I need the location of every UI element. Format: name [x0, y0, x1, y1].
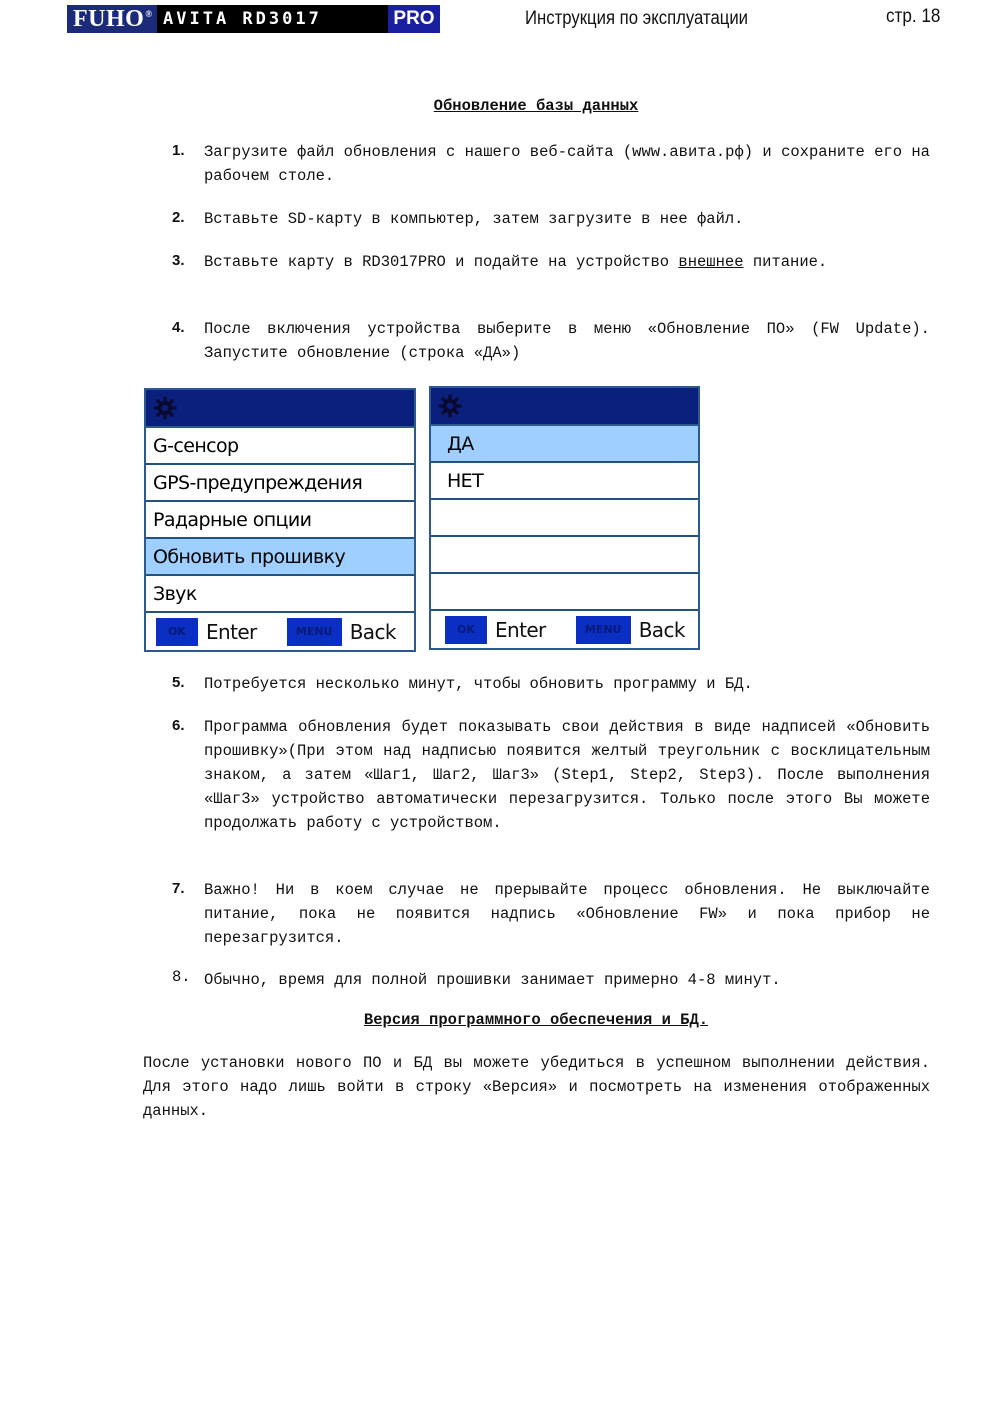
brand-logo — [67, 5, 440, 33]
list-item-5 — [172, 672, 930, 696]
list-text: После включения устройства выберите в меню «Обновление ПО» (FW Update). Запустите обновление (строка «ДА») — [204, 320, 930, 362]
ok-key-button[interactable]: OK — [156, 618, 198, 646]
logo-brand-text: FUHO — [73, 5, 145, 32]
menu-item-radar-options[interactable]: Радарные опции — [146, 502, 414, 539]
list-text: Важно! Ни в коем случае не прерывайте процесс обновления. Не выключайте питание, пока не появится надпись «Обновление FW» и пока прибор не перезагрузится. — [204, 881, 930, 947]
menu-key-button[interactable]: MENU — [287, 618, 342, 646]
menu-item-firmware-update[interactable]: Обновить прошивку — [146, 539, 414, 576]
list-number: 2. — [172, 209, 185, 226]
logo-model: AVITA RD3017 — [157, 5, 388, 33]
menu-item-sound[interactable]: Звук — [146, 576, 414, 613]
page-number: стр. 18 — [886, 6, 941, 27]
list-item-8 — [172, 968, 930, 992]
logo-fuho — [67, 5, 157, 33]
menu-item-gps-warnings[interactable]: GPS-предупреждения — [146, 465, 414, 502]
list-number: 8. — [172, 968, 191, 986]
menu-footer — [146, 613, 414, 650]
gear-icon — [437, 393, 463, 419]
list-item-1 — [172, 140, 930, 188]
list-item-3 — [172, 250, 930, 274]
list-item-2 — [172, 207, 930, 231]
menu-header — [146, 390, 414, 428]
menu-item-yes[interactable]: ДА — [431, 426, 698, 463]
enter-label: Enter — [206, 619, 257, 644]
list-text: Загрузите файл обновления с нашего веб-сайта (www.авита.рф) и сохраните его на рабочем столе. — [204, 143, 930, 185]
gear-icon — [152, 395, 178, 421]
logo-pro: PRO — [388, 5, 440, 33]
menu-item-empty — [431, 574, 698, 611]
registered-mark: ® — [145, 9, 153, 19]
list-number: 7. — [172, 880, 185, 897]
list-text: Обычно, время для полной прошивки занимает примерно 4-8 минут. — [204, 971, 781, 989]
list-item-6 — [172, 715, 930, 835]
section-title-version: Версия программного обеспечения и БД. — [363, 1011, 709, 1029]
list-item-7 — [172, 878, 930, 950]
list-text-part: Вставьте карту в RD3017PRO и подайте на устройство — [204, 253, 679, 271]
list-text: Потребуется несколько минут, чтобы обновить программу и БД. — [204, 675, 753, 693]
device-menu-settings — [144, 388, 416, 652]
list-text: Программа обновления будет показывать свои действия в виде надписей «Обновить прошивку»(При этом над надписью появится желтый треугольник с восклицательным знаком, а затем «Шаг1, Шаг2, Шаг3» (Step1, Step2, Step3). После выполнения «Шаг3» устройство автоматически перезагрузится. Только после этого Вы можете продолжать работу с устройством. — [204, 718, 930, 832]
menu-item-no[interactable]: НЕТ — [431, 463, 698, 500]
menu-key-button[interactable]: MENU — [576, 616, 631, 644]
menu-header — [431, 388, 698, 426]
list-number: 3. — [172, 252, 185, 269]
list-number: 4. — [172, 319, 185, 336]
version-paragraph: После установки нового ПО и БД вы можете убедиться в успешном выполнении действия. Для этого надо лишь войти в строку «Версия» и посмотреть на изменения отображенных данных. — [143, 1054, 930, 1120]
menu-item-empty — [431, 500, 698, 537]
ok-key-button[interactable]: OK — [445, 616, 487, 644]
menu-item-empty — [431, 537, 698, 574]
list-number: 5. — [172, 674, 185, 691]
menu-footer — [431, 611, 698, 648]
list-text — [204, 250, 930, 274]
device-menu-confirm — [429, 386, 700, 650]
back-label: Back — [349, 619, 396, 644]
enter-label: Enter — [495, 617, 546, 642]
back-label: Back — [638, 617, 685, 642]
list-text-part: питание. — [743, 253, 828, 271]
document-title: Инструкция по эксплуатации — [525, 8, 749, 29]
list-number: 6. — [172, 717, 185, 734]
underlined-word: внешнее — [678, 253, 744, 271]
menu-item-g-sensor[interactable]: G-сенсор — [146, 428, 414, 465]
list-item-4 — [172, 317, 930, 365]
section-title-database-update: Обновление базы данных — [433, 97, 639, 115]
list-number: 1. — [172, 142, 185, 159]
list-text: Вставьте SD-карту в компьютер, затем загрузите в нее файл. — [204, 210, 744, 228]
